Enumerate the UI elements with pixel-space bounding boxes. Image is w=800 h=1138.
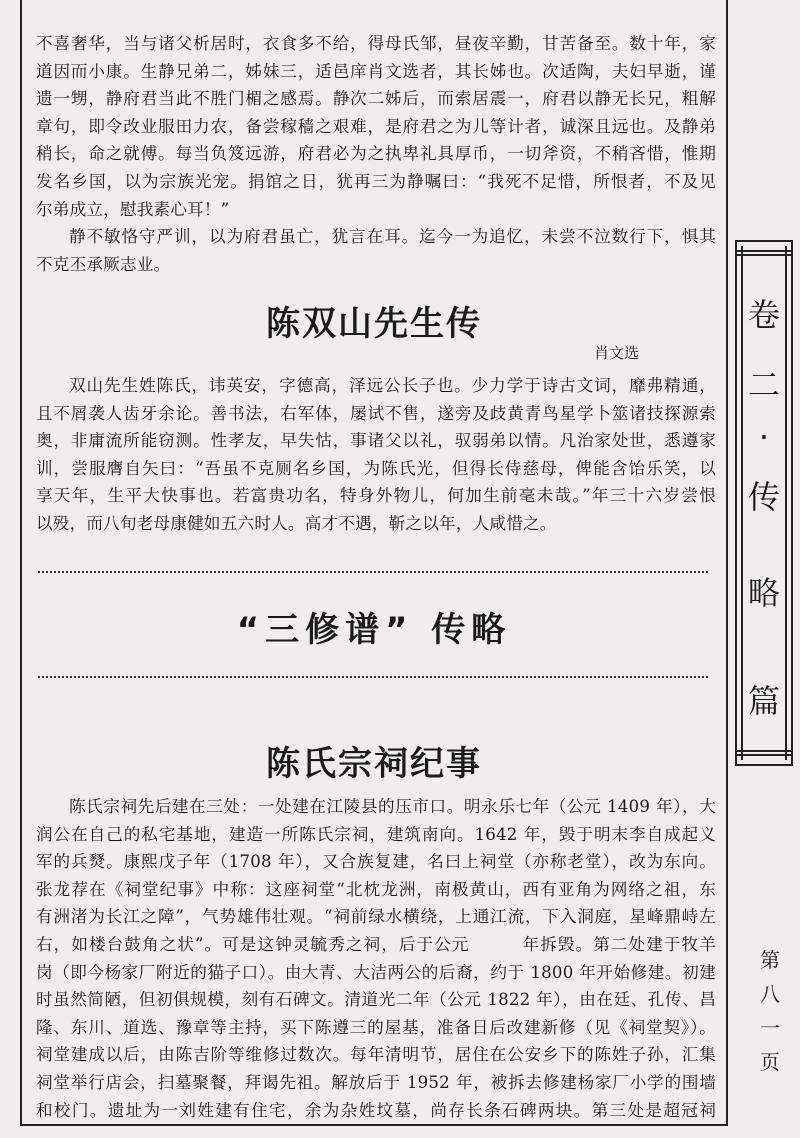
side-tab-char: 篇 bbox=[747, 682, 780, 720]
text-line: 张龙荐在《祠堂纪事》中称：这座祠堂“北枕龙洲，南极黄山，西有亚角为网络之祖，东 bbox=[36, 879, 716, 899]
page-number-char: 八 bbox=[760, 982, 780, 1006]
text-line: 有洲渚为长江之障”，气势雄伟壮观。“祠前绿水横绕，上通江流，下入洞庭，星峰鼎峙左 bbox=[36, 907, 716, 927]
text-line: 岗（即今杨家厂附近的猫子口）。由大青、大洁两公的后裔，约于 1800 年开始修建。初建 bbox=[36, 962, 716, 982]
text-line: 时虽然简陋，但初俱规模，刻有石碑文。清道光二年（公元 1822 年），由在廷、孔传、昌 bbox=[36, 990, 716, 1010]
dotted-divider bbox=[38, 571, 708, 573]
page-number-char: 第 bbox=[760, 948, 780, 972]
side-tab-char: · bbox=[758, 418, 770, 456]
text-line: 不喜奢华，当与诸父析居时，衣食多不给，得母氏邹，昼夜辛勤，甘苦备至。数十年，家 bbox=[36, 34, 716, 53]
text-line: 训，尝服膺自矢曰：“吾虽不克厕名乡国，为陈氏光，但得长侍慈母，俾能含饴乐笑，以 bbox=[36, 458, 716, 478]
page-number-char: 页 bbox=[760, 1050, 780, 1074]
section-title-ancestral-hall: 陈氏宗祠纪事 bbox=[266, 744, 482, 784]
text-line: 静不敏恪守严训，以为府君虽亡，犹言在耳。迄今一为追忆，未尝不泣数行下，惧其 bbox=[69, 227, 716, 247]
paragraph-1 bbox=[36, 30, 716, 223]
text-line: 右，如楼台鼓角之状”。可是这钟灵毓秀之祠，后于公元 年拆毁。第二处建于牧羊 bbox=[36, 934, 716, 954]
side-tab-char: 略 bbox=[747, 574, 780, 612]
page-number-char: 一 bbox=[760, 1016, 780, 1040]
side-tab-char: 二 bbox=[747, 366, 780, 404]
text-line: 隆、东川、道选、豫章等主持，买下陈遵三的屋基，准备日后改建新修（见《祠堂契》）。 bbox=[36, 1017, 716, 1037]
text-line: 章句，即令改业服田力农，备尝稼穑之艰难，是府君之为儿等计者，诚深且远也。及静弟 bbox=[36, 116, 716, 136]
section1-body bbox=[36, 372, 716, 538]
text-line: 奥，非庸流所能窃测。性孝友，早失怙，事诸父以礼，驭弱弟以情。凡治家处世，悉遵家 bbox=[36, 431, 716, 451]
side-tab-char: 传 bbox=[747, 478, 780, 516]
section3-body bbox=[36, 793, 716, 1124]
author-name: 肖文选 bbox=[594, 344, 640, 362]
text-line: 祠堂举行店会，扫墓聚餐，拜谒先祖。解放后于 1952 年，被拆去修建杨家厂小学的围墙 bbox=[36, 1072, 716, 1092]
text-line: 尔弟成立，慰我素心耳！” bbox=[36, 199, 230, 219]
side-tab-top-cap bbox=[735, 250, 793, 256]
text-line: 陈氏宗祠先后建在三处：一处建在江陵县的压市口。明永乐七年（公元 1409 年），大 bbox=[69, 797, 716, 816]
paragraph-2 bbox=[36, 223, 716, 278]
text-line: 且不屑袭人齿牙余论。善书法，右军体，屡试不售，遂旁及歧黄青鸟星学卜筮诸技探源索 bbox=[36, 403, 716, 423]
text-line: 以殁，而八旬老母康健如五六时人。高才不遇，靳之以年，人咸惜之。 bbox=[36, 513, 557, 533]
text-line: 军的兵燹。康熙戊子年（1708 年），又合族复建，名曰上祠堂（亦称老堂），改为东向。 bbox=[36, 852, 716, 872]
text-line: 润公在自己的私宅基地，建造一所陈氏宗祠，建筑南向。1642 年，毁于明末李自成起义 bbox=[36, 824, 716, 844]
text-line: 和校门。遗址为一刘姓建有住宅，余为杂姓坟墓，尚存长条石碑两块。第三处是超冠祠 bbox=[36, 1100, 716, 1120]
top-text-block bbox=[36, 30, 716, 278]
section-title-chen-shuangshan: 陈双山先生传 bbox=[266, 304, 482, 344]
text-line: 遗一甥，静府君当此不胜门楣之感焉。静次二姊后，而索居震一，府君以静无长兄，粗解 bbox=[36, 89, 716, 109]
text-line: 祠堂建成以后，由陈吉阶等维修过数次。每年清明节，居住在公安乡下的陈姓子孙，汇集 bbox=[36, 1045, 716, 1065]
text-line: 发名乡国，以为宗族光宠。捐馆之日，犹再三为静嘱曰：“我死不足惜，所恨者，不及见 bbox=[36, 171, 716, 191]
section-title-sanxiupu: “三修谱” 传略 bbox=[236, 610, 512, 650]
side-tab-char: 卷 bbox=[747, 296, 780, 334]
text-line: 不克丕承厥志业。 bbox=[36, 254, 171, 274]
chapter-side-tab bbox=[735, 240, 793, 766]
side-tab-bottom-cap bbox=[735, 750, 793, 756]
text-line: 享天年，生平大快事也。若富贵功名，特身外物儿，何加生前毫未哉。”年三十六岁尝恨 bbox=[36, 486, 716, 506]
text-line: 双山先生姓陈氏，讳英安，字德高，泽远公长子也。少力学于诗古文词，靡弗精通， bbox=[69, 376, 716, 395]
text-line: 道因而小康。生静兄弟二，姊妹三，适邑庠肖文选者，其长姊也。次适陶，夫妇早逝，谨 bbox=[36, 61, 716, 81]
text-line: 稍长，命之就傅。每当负笈远游，府君必为之执卑礼具厚币，一切斧资，不稍吝惜，惟期 bbox=[36, 144, 716, 164]
dotted-divider bbox=[38, 676, 708, 678]
